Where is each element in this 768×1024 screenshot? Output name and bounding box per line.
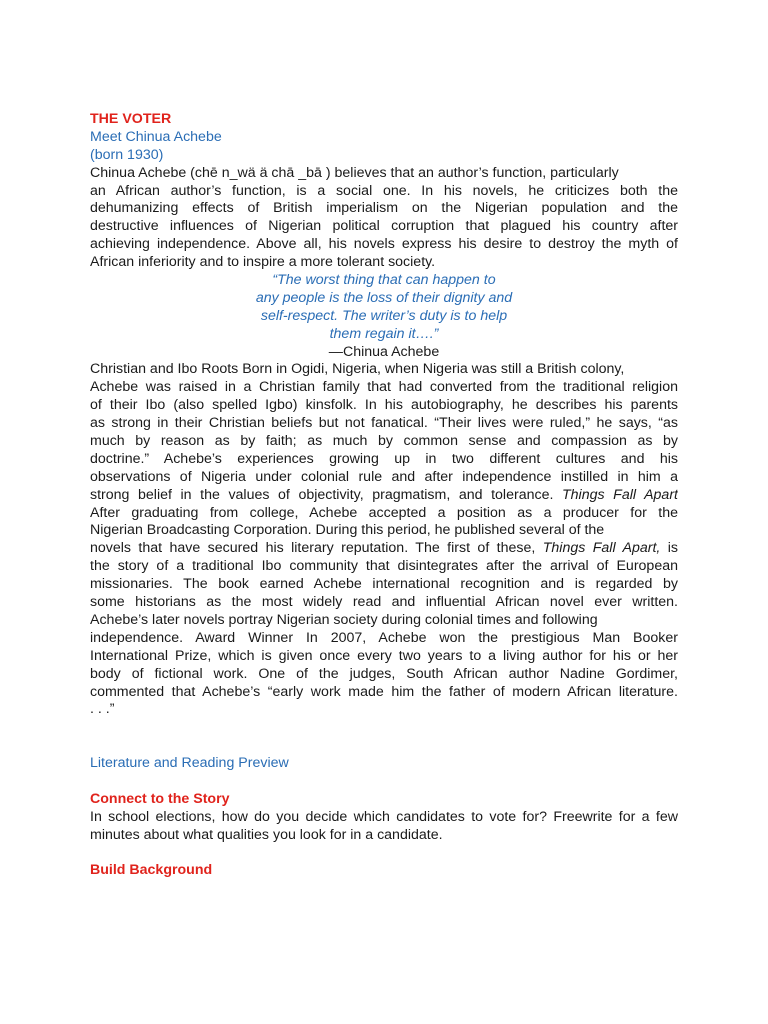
roots-line: doctrine.” Achebe’s experiences growing up in two different cultures and his [90,450,678,467]
bio-line: Chinua Achebe (chē n_wä ä chā _bā ) believes that an author’s function, particularly [90,164,619,181]
bio-line: dehumanizing effects of British imperialism on the Nigerian population and the [90,200,678,217]
roots-line: Christian and Ibo Roots Born in Ogidi, Nigeria, when Nigeria was still a British colony, [90,361,625,378]
roots-line: Achebe’s later novels portray Nigerian society during colonial times and following [90,611,598,628]
spacer [90,737,678,755]
spacer [90,845,678,863]
spacer [90,773,678,791]
roots-line: much by reason as by faith; as much by common sense and compassion as by [90,433,678,450]
quote-attribution: —Chinua Achebe [328,343,440,360]
document-title: THE VOTER [90,111,172,127]
author-birth-year: (born 1930) [90,146,164,163]
roots-line [90,540,678,558]
author-heading: Meet Chinua Achebe [90,128,222,145]
book-title: Things Fall Apart, [542,540,661,557]
roots-line: . . .” [90,701,115,718]
bio-line: destructive influences of Nigerian political corruption that plagued his country after [90,218,678,235]
pull-quote-line: “The worst thing that can happen to [272,272,496,289]
connect-line: minutes about what qualities you look for in a candidate. [90,826,443,843]
bio-line: achieving independence. Above all, his novels express his desire to destroy the myth of [90,236,678,253]
roots-line: Nigerian Broadcasting Corporation. During this period, he published several of the [90,522,605,539]
roots-text: novels that have secured his literary reputation. The first of these, [90,540,543,557]
roots-line: Achebe was raised in a Christian family that had converted from the traditional religion [90,379,678,396]
roots-line: missionaries. The book earned Achebe international recognition and is regarded by [90,576,678,593]
roots-line: as strong in their Christian beliefs but not fanatical. “Their lives were ruled,” he says, “as [90,415,678,432]
roots-line: of their Ibo (also spelled Igbo) kinsfolk. In his autobiography, he describes his parents [90,397,678,414]
spacer [90,719,678,737]
roots-line: commented that Achebe’s “early work made him the father of modern African literature. [90,683,678,700]
roots-line: After graduating from college, Achebe accepted a position as a producer for the [90,504,678,521]
roots-text: is [660,540,678,557]
section-heading-background: Build Background [90,862,213,879]
document-body [90,111,678,880]
roots-line: independence. Award Winner In 2007, Achebe won the prestigious Man Booker [90,629,678,646]
roots-line: International Prize, which is given once every two years to a living author for his or her [90,647,678,664]
roots-line: body of fictional work. One of the judges, South African author Nadine Gordimer, [90,665,678,682]
bio-line: an African author’s function, is a social one. In his novels, he criticizes both the [90,182,678,199]
roots-line: observations of Nigeria under colonial rule and after independence instilled in him a [90,468,678,485]
bio-line: African inferiority and to inspire a more tolerant society. [90,254,436,271]
pull-quote-line: them regain it….” [329,325,439,342]
roots-line: some historians as the most widely read and influential African novel ever written. [90,594,678,611]
pull-quote-line: self-respect. The writer’s duty is to help [260,307,508,324]
section-heading-preview: Literature and Reading Preview [90,755,289,772]
section-heading-connect: Connect to the Story [90,790,230,807]
connect-line: In school elections, how do you decide which candidates to vote for? Freewrite for a few [90,808,678,825]
roots-line: the story of a traditional Ibo community that disintegrates after the arrival of European [90,558,678,575]
book-title: Things Fall Apart [562,486,678,503]
roots-text: strong belief in the values of objectivity, pragmatism, and tolerance. [90,486,562,503]
roots-line [90,487,678,505]
pull-quote-line: any people is the loss of their dignity and [255,289,513,306]
